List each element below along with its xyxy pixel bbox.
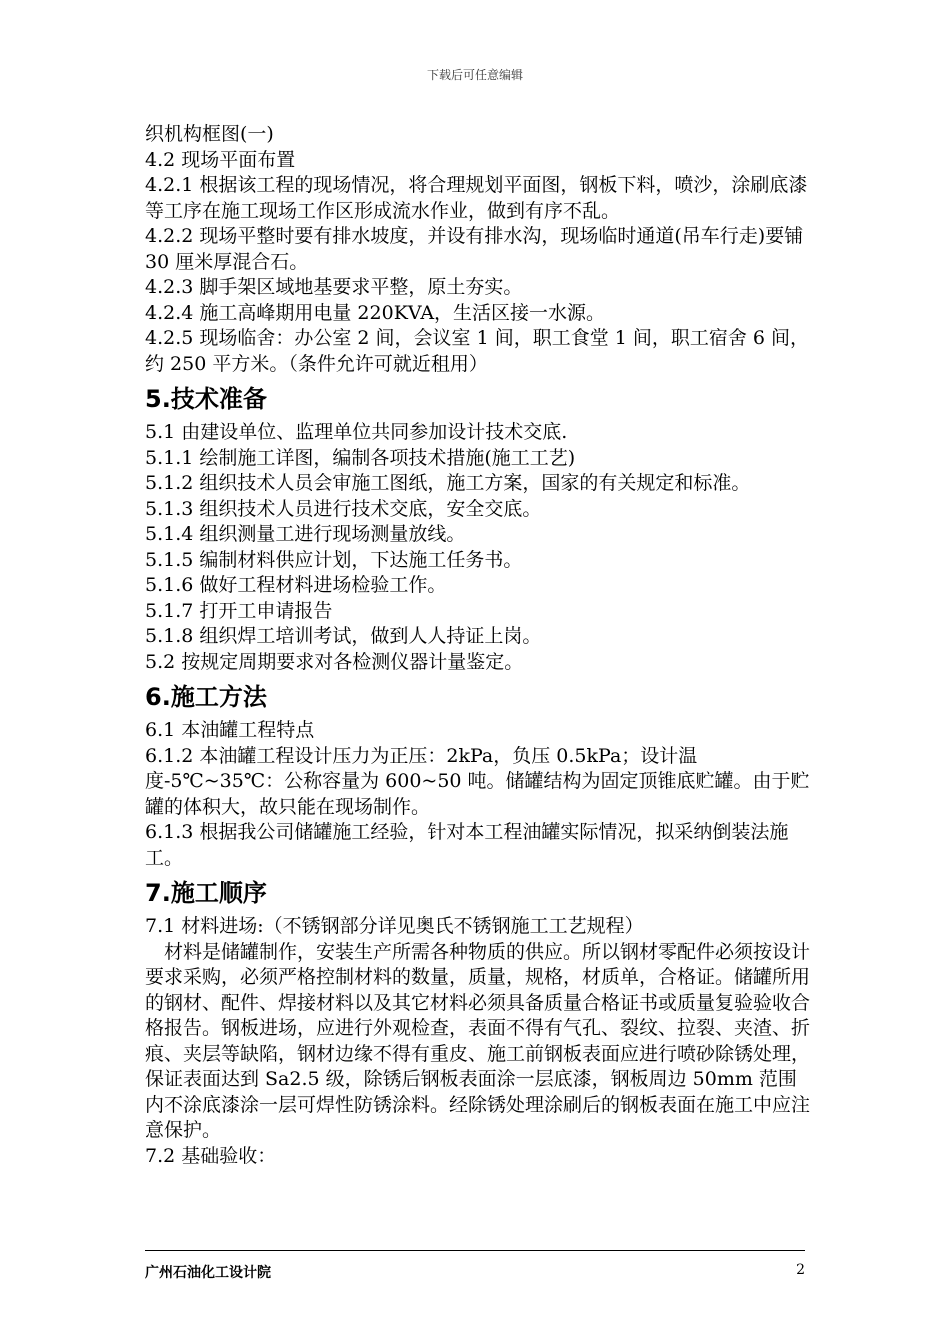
section7-paragraph: 材料是储罐制作，安装生产所需各种物质的供应。所以钢材零配件必须按设计要求采购，必须严格控制材料的数量，质量，规格，材质单，合格证。储罐所用的钢材、配件、焊接材料以及其它材料必须具备质量合格证书或质量复验验收合格报告。钢板进场，应进行外观检查，表面不得有气孔、裂纹、拉裂、夹渣、折痕、夹层等缺陷，钢材边缘不得有重皮、施工前钢板表面应进行喷砂除锈处理，保证表面达到 Sa2.5 级，除锈后钢板表面涂一层底漆，钢板周边 50mm 范围内不涂底漆涂一层可焊性防锈涂料。经除锈处理涂刷后的钢板表面在施工中应注意保护。 <box>145 940 811 1141</box>
section5-item: 5.1.2 组织技术人员会审施工图纸，施工方案，国家的有关规定和标准。 <box>145 472 751 494</box>
section5-item: 5.1.8 组织焊工培训考试，做到人人持证上岗。 <box>145 625 542 647</box>
page-number: 2 <box>796 1262 805 1278</box>
footer-organization: 广州石油化工设计院 <box>145 1265 271 1281</box>
section5-item: 5.1 由建设单位、监理单位共同参加设计技术交底. <box>145 421 568 443</box>
section7-item: 7.2 基础验收： <box>145 1144 277 1167</box>
section5-item: 5.1.6 做好工程材料进场检验工作。 <box>145 574 447 596</box>
body-line: 4.2 现场平面布置 <box>145 148 296 171</box>
section5-item: 5.2 按规定周期要求对各检测仪器计量鉴定。 <box>145 650 524 673</box>
section6-item: 6.1 本油罐工程特点 <box>145 719 315 741</box>
body-line: 4.2.3 脚手架区域地基要求平整，原土夯实。 <box>145 276 523 298</box>
section-heading-6: 6.施工方法 <box>145 683 267 711</box>
section6-item: 6.1.3 根据我公司储罐施工经验，针对本工程油罐实际情况，拟采纳倒装法施工。 <box>145 821 789 869</box>
footer-divider <box>145 1250 805 1251</box>
section5-item: 5.1.1 绘制施工详图，编制各项技术措施(施工工艺) <box>145 446 576 469</box>
body-line: 4.2.1 根据该工程的现场情况，将合理规划平面图，钢板下料，喷沙，涂刷底漆等工序在施工现场工作区形成流水作业，做到有序不乱。 <box>145 174 808 222</box>
section-heading-7: 7.施工顺序 <box>145 879 267 907</box>
section-heading-5: 5.技术准备 <box>145 385 267 413</box>
header-note: 下载后可任意编辑 <box>426 68 523 82</box>
page-content <box>145 122 810 1169</box>
section5-item: 5.1.3 组织技术人员进行技术交底，安全交底。 <box>145 497 542 520</box>
section5-item: 5.1.4 组织测量工进行现场测量放线。 <box>145 523 466 545</box>
section6-item: 6.1.2 本油罐工程设计压力为正压：2kPa，负压 0.5kPa；设计温度-5℃~35℃：公称容量为 600~50 吨。储罐结构为固定顶锥底贮罐。由于贮罐的体积大，故只能在现场制作。 <box>145 744 810 818</box>
body-line: 4.2.2 现场平整时要有排水坡度，并设有排水沟，现场临时通道(吊车行走)要铺 30 厘米厚混合石。 <box>145 225 804 273</box>
section5-item: 5.1.7 打开工申请报告 <box>145 599 333 622</box>
body-line: 4.2.5 现场临舍：办公室 2 间，会议室 1 间，职工食堂 1 间，职工宿舍 6 间，约 250 平方米。（条件允许可就近租用） <box>145 327 810 375</box>
body-line: 4.2.4 施工高峰期用电量 220KVA，生活区接一水源。 <box>145 301 606 324</box>
section7-item: 7.1 材料进场:（不锈钢部分详见奥氏不锈钢施工工艺规程） <box>145 915 644 937</box>
body-line: 织机构框图(一) <box>145 123 274 145</box>
section5-item: 5.1.5 编制材料供应计划，下达施工任务书。 <box>145 548 523 571</box>
